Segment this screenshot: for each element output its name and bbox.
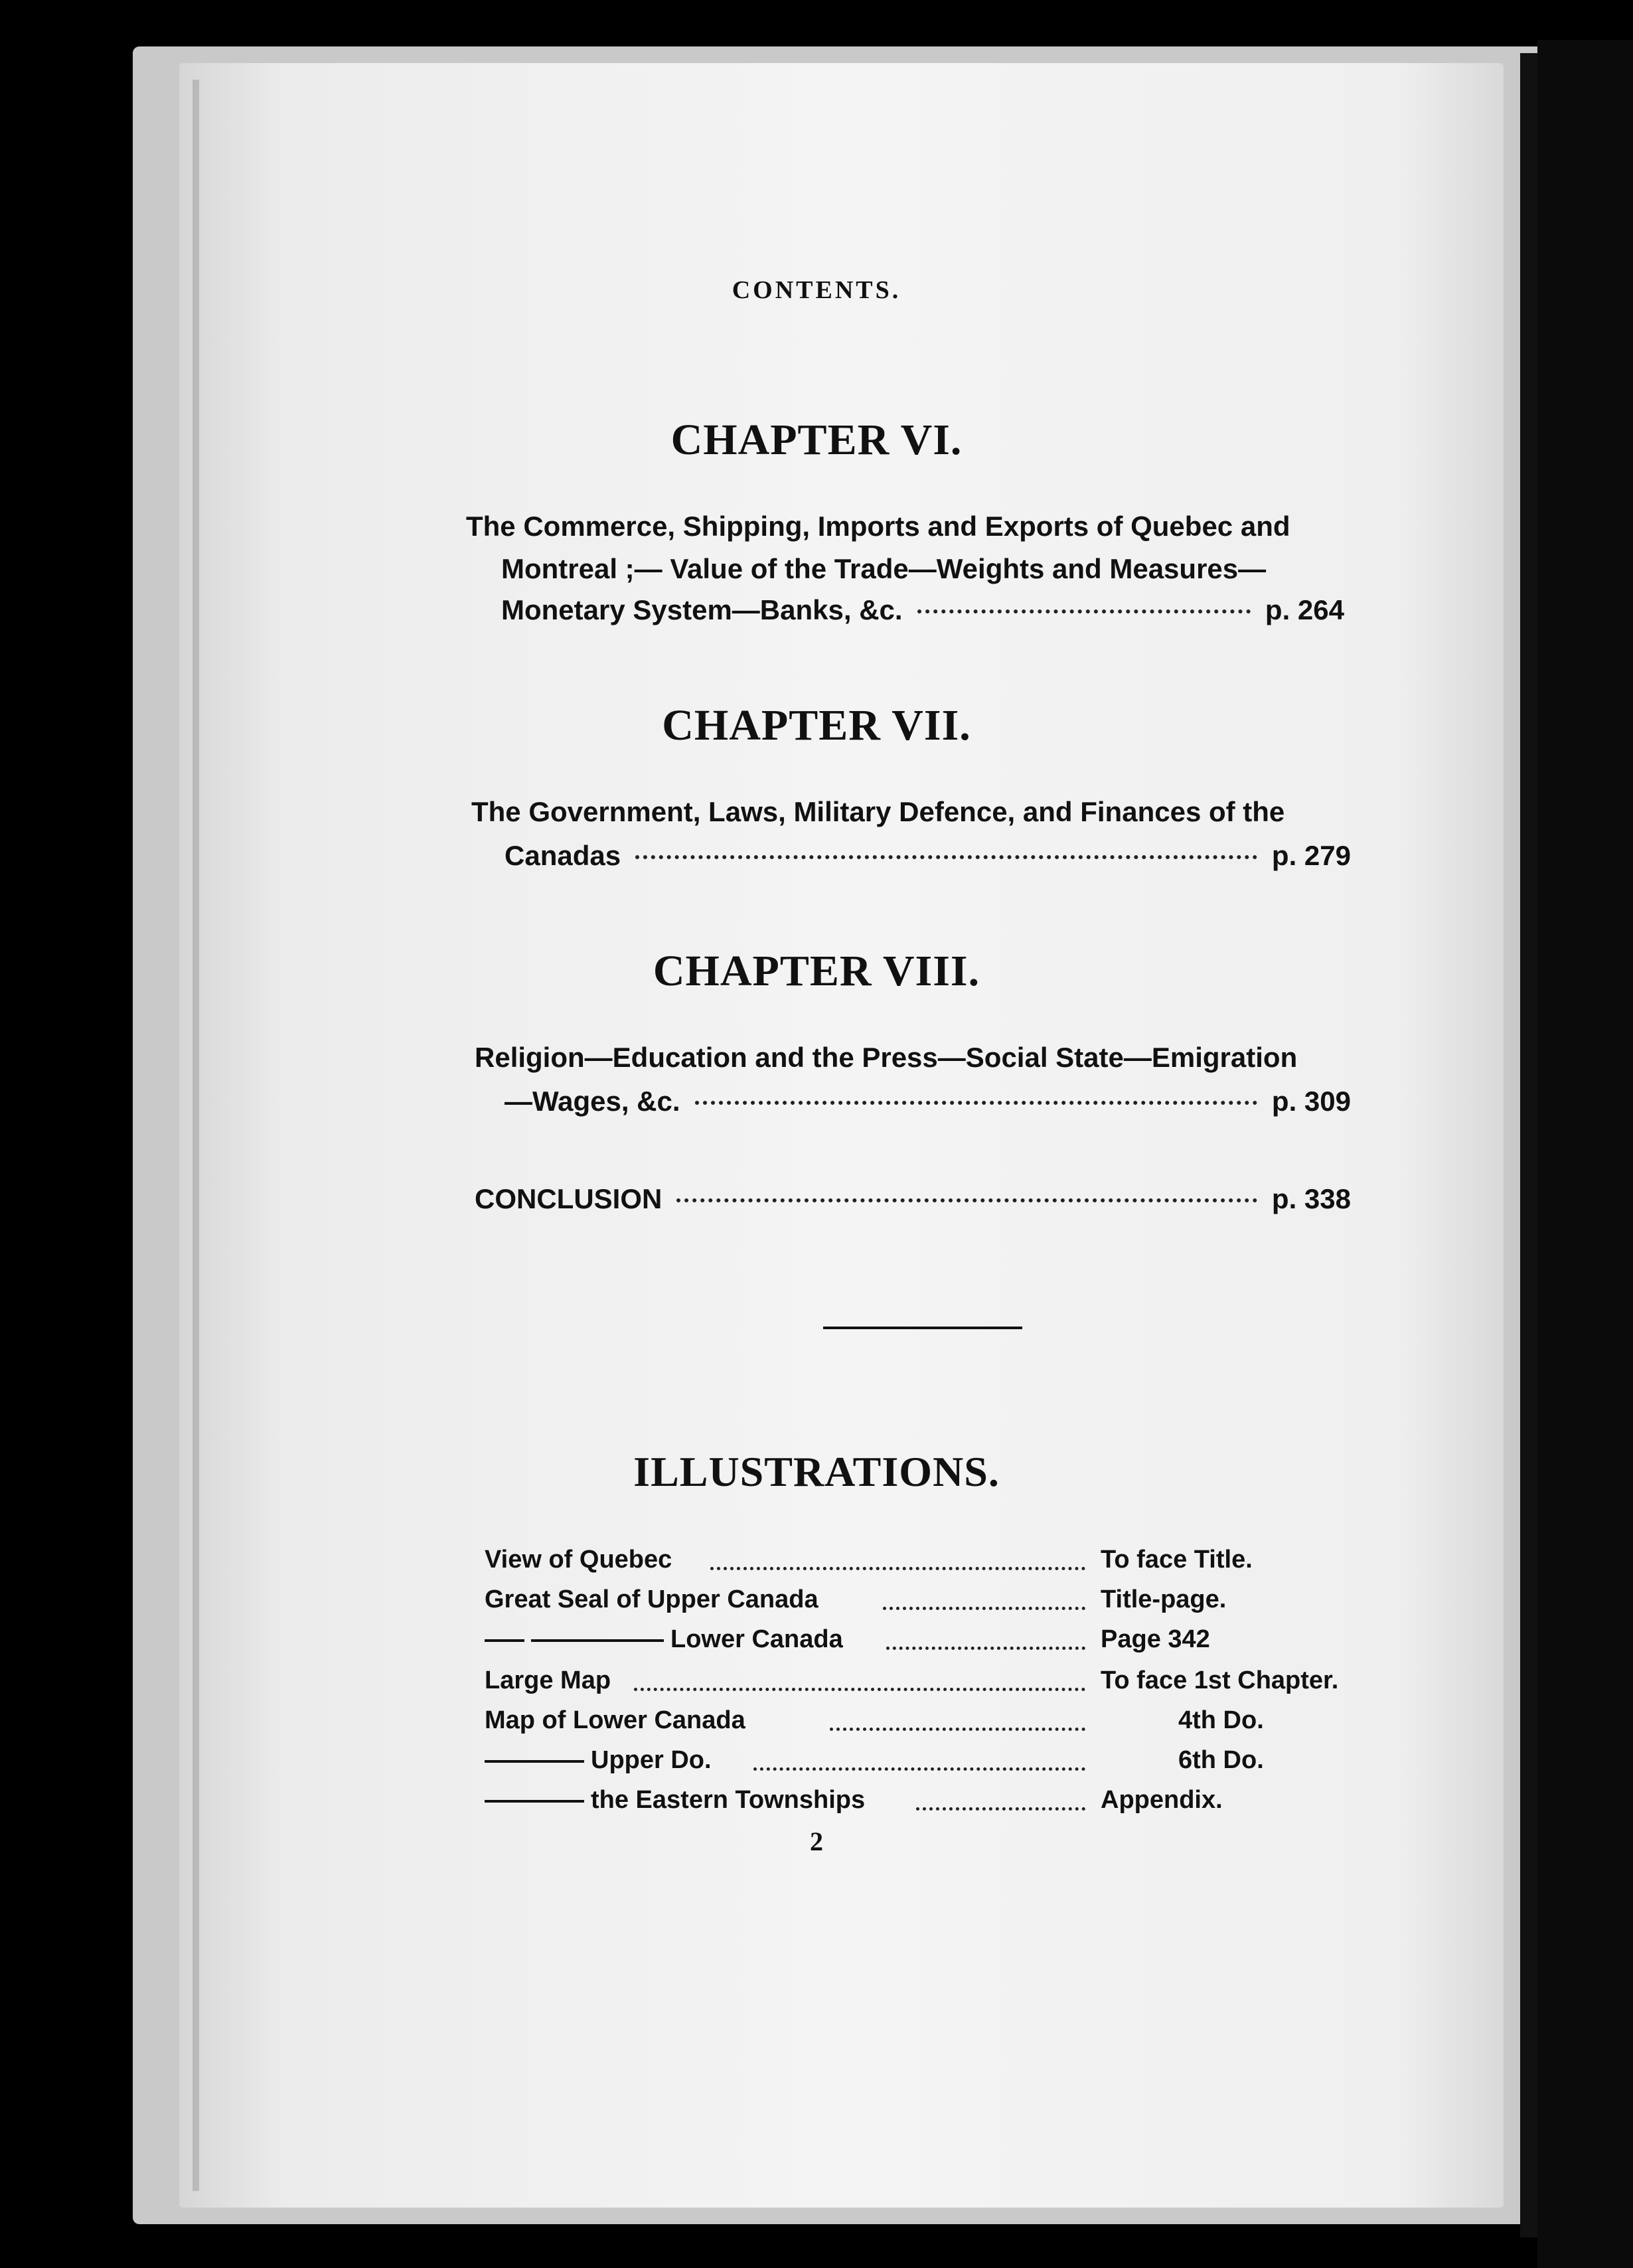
illustration-title: Large Map	[485, 1666, 611, 1694]
entry-last-line	[505, 842, 1351, 870]
entry-line: The Commerce, Shipping, Imports and Exports of Quebec and	[466, 511, 1290, 542]
section-rule	[823, 1327, 1022, 1329]
illustration-title: Map of Lower Canada	[485, 1706, 745, 1734]
ditto-dash	[485, 1760, 584, 1763]
leader-dots	[883, 1587, 1085, 1610]
chapter-heading: CHAPTER VIII.	[653, 947, 980, 995]
ditto-dash	[485, 1800, 584, 1803]
leader-dots	[676, 1198, 1257, 1202]
illustration-row	[485, 1627, 1281, 1660]
spine-shadow	[1537, 40, 1633, 2268]
illustration-title	[485, 1627, 843, 1652]
illustration-title-text: Lower Canada	[670, 1625, 843, 1653]
illustration-row	[485, 1666, 1339, 1701]
illustration-title	[485, 1747, 712, 1773]
entry-text: Monetary System—Banks, &c.	[501, 594, 903, 625]
illustration-row	[485, 1708, 1281, 1741]
page-reference: p. 338	[1271, 1183, 1351, 1214]
illustration-title: View of Quebec	[485, 1546, 672, 1574]
chapter-heading: CHAPTER VI.	[670, 416, 963, 464]
page-reference: p. 264	[1265, 594, 1344, 625]
illustration-location: 4th Do.	[1178, 1706, 1264, 1734]
illustrations-heading: ILLUSTRATIONS.	[633, 1448, 1000, 1495]
leader-dots	[634, 1668, 1085, 1691]
leader-dots	[830, 1708, 1085, 1731]
ditto-dash	[485, 1639, 524, 1642]
leader-dots	[635, 855, 1257, 859]
illustration-location: Title-page.	[1101, 1585, 1227, 1613]
leader-dots	[917, 609, 1251, 613]
conclusion-line	[475, 1185, 1351, 1213]
entry-text: Canadas	[505, 840, 621, 871]
page-reference: p. 279	[1271, 840, 1351, 871]
leader-dots	[695, 1101, 1257, 1105]
illustration-row	[485, 1547, 1281, 1580]
illustration-row	[485, 1787, 1281, 1821]
leader-dots	[916, 1787, 1085, 1811]
illustration-location: To face 1st Chapter.	[1101, 1666, 1339, 1694]
page-number: 2	[810, 1826, 823, 1856]
entry-line: Religion—Education and the Press—Social State—Emigration	[475, 1042, 1298, 1073]
entry-text: —Wages, &c.	[505, 1086, 680, 1117]
entry-line: The Government, Laws, Military Defence, and Finances of the	[471, 796, 1285, 827]
entry-line: Montreal ;— Value of the Trade—Weights and Measures—	[501, 553, 1267, 584]
leader-dots	[710, 1547, 1085, 1570]
running-head: CONTENTS.	[732, 276, 901, 304]
page-reference: p. 309	[1271, 1086, 1351, 1117]
entry-last-line	[505, 1088, 1351, 1115]
chapter-heading: CHAPTER VII.	[662, 701, 971, 750]
book-page	[179, 63, 1504, 2208]
page-fold	[193, 80, 199, 2191]
entry-last-line	[501, 596, 1344, 624]
illustration-location: Page 342	[1101, 1625, 1210, 1653]
illustration-title-text: the Eastern Townships	[591, 1786, 866, 1814]
ditto-dash	[531, 1639, 664, 1642]
illustration-title	[485, 1787, 865, 1813]
illustration-location: Appendix.	[1101, 1786, 1223, 1814]
page-gutter	[1520, 53, 1537, 2237]
conclusion-label: CONCLUSION	[475, 1183, 662, 1214]
leader-dots	[886, 1627, 1085, 1650]
illustration-row	[485, 1747, 1281, 1781]
illustration-title: Great Seal of Upper Canada	[485, 1585, 818, 1613]
illustration-row	[485, 1587, 1281, 1620]
illustration-location: To face Title.	[1101, 1546, 1253, 1574]
leader-dots	[753, 1747, 1085, 1771]
illustration-title-text: Upper Do.	[591, 1746, 712, 1774]
illustration-location: 6th Do.	[1178, 1746, 1264, 1774]
